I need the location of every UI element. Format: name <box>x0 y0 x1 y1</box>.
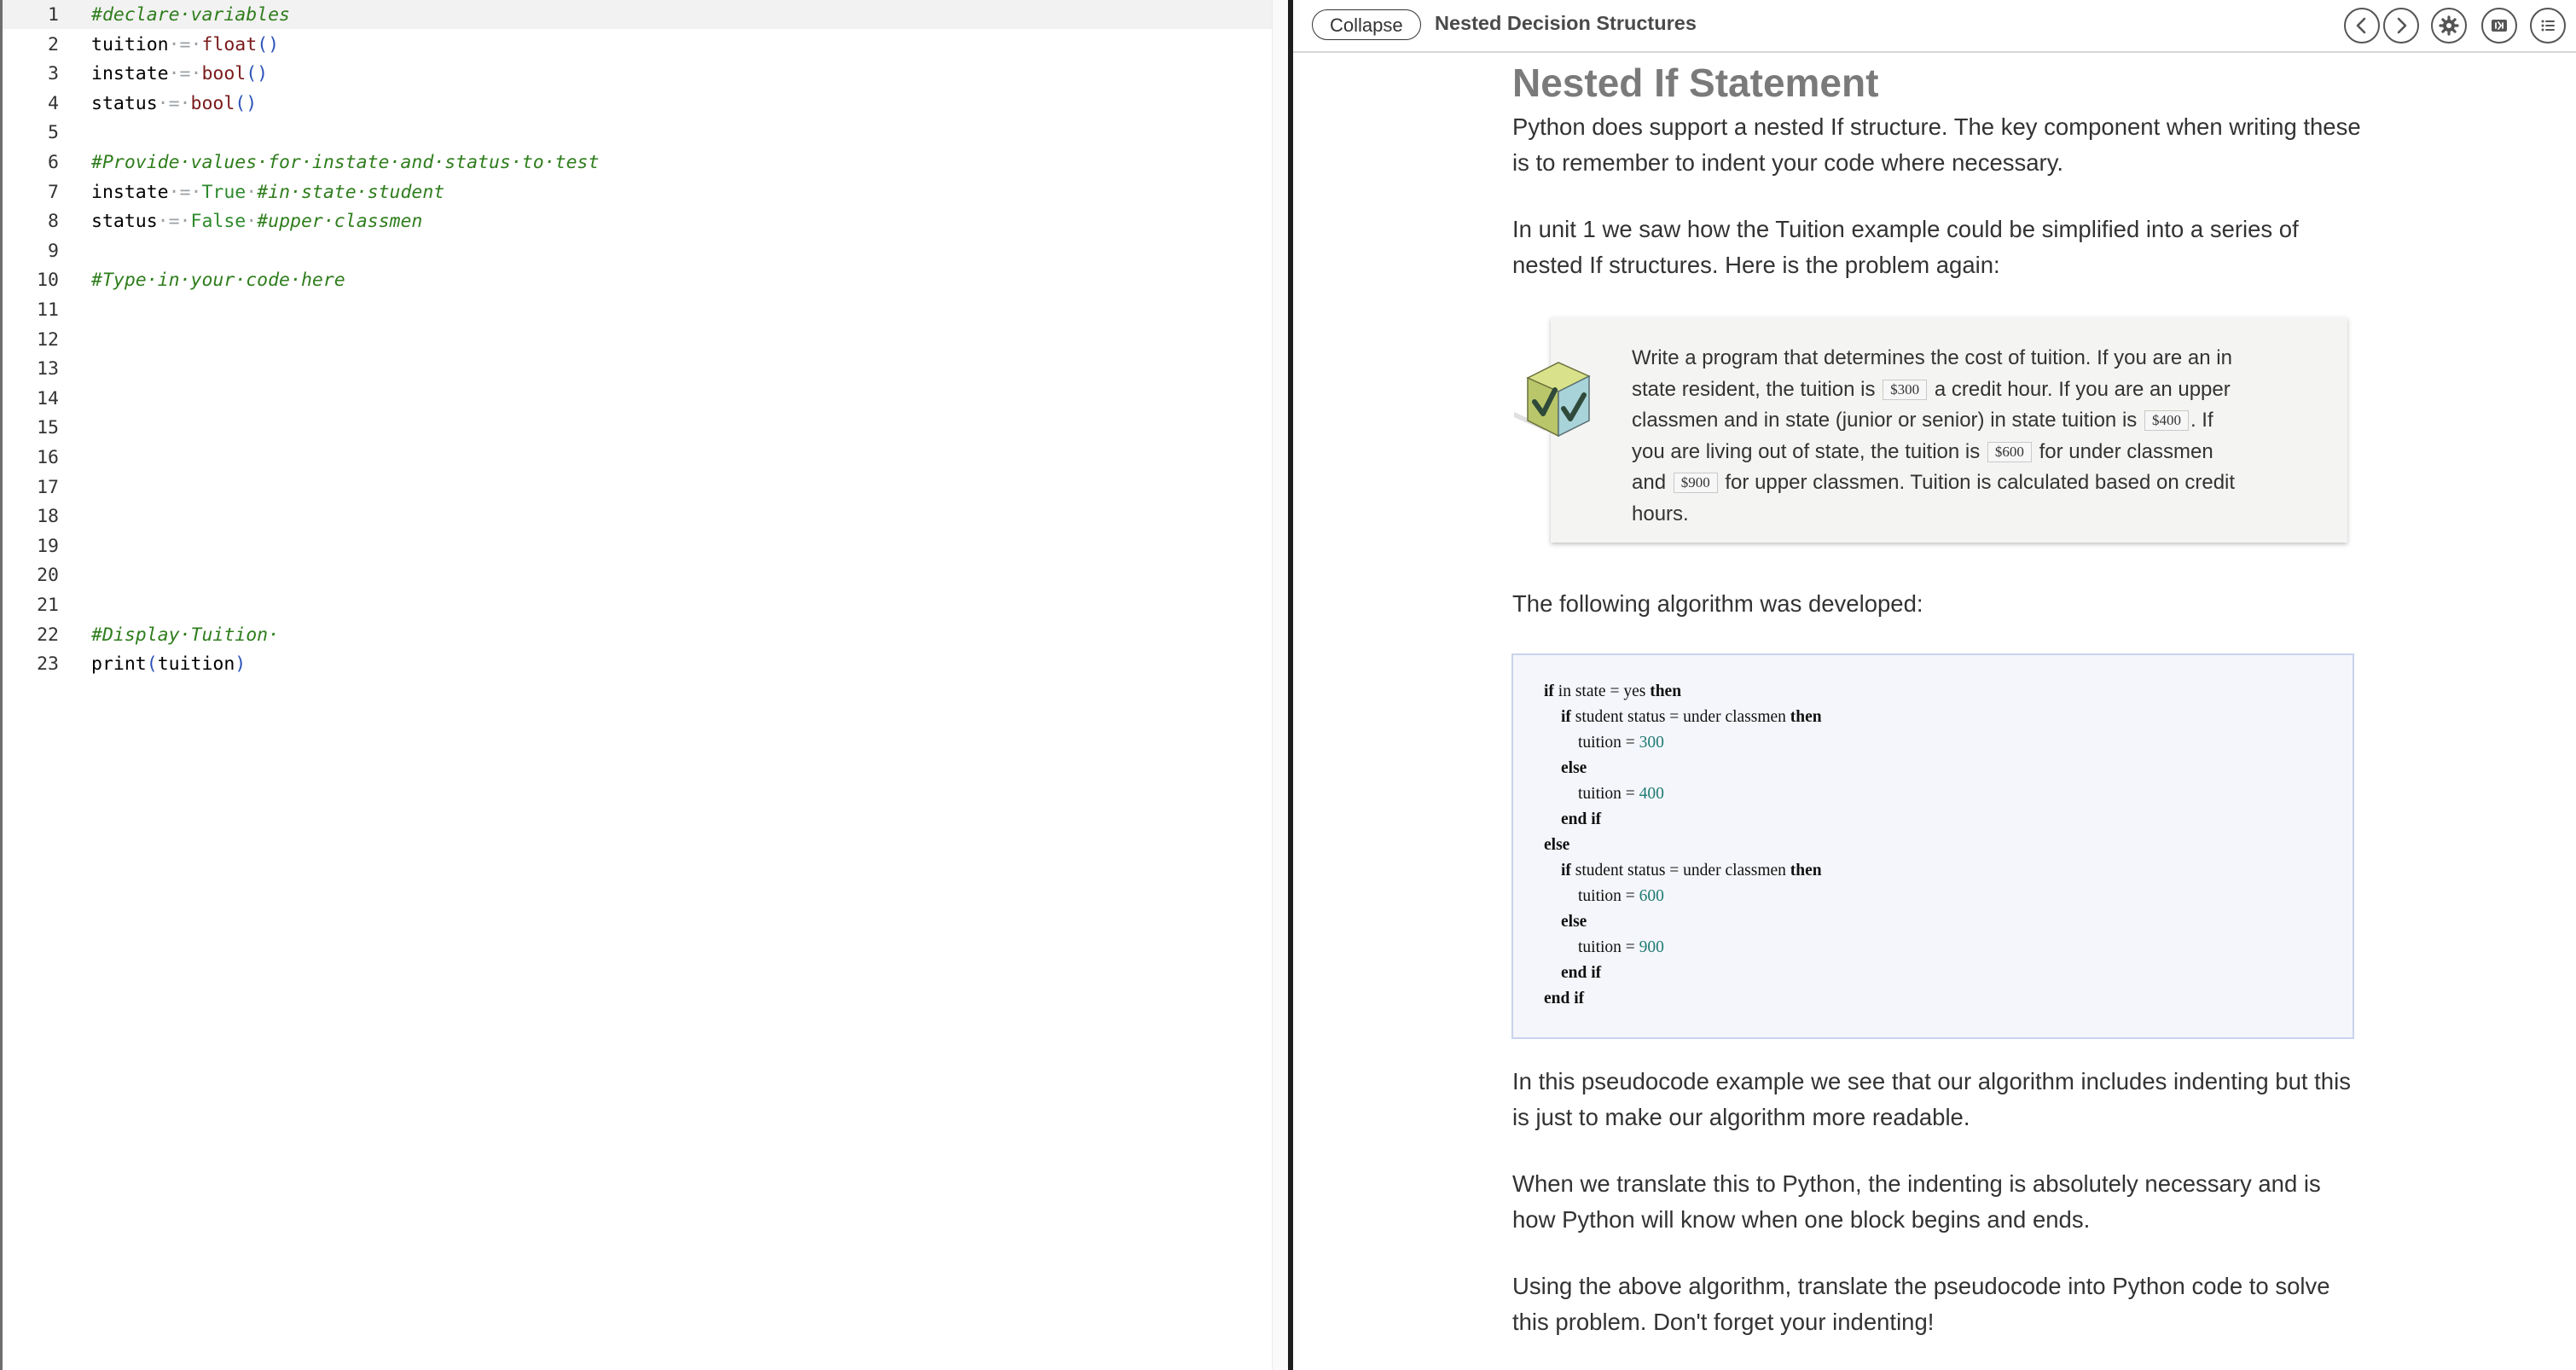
code-line[interactable] <box>3 178 1265 207</box>
code-line[interactable] <box>3 355 1265 384</box>
code-text[interactable] <box>91 650 246 679</box>
code-token: instate <box>91 181 169 203</box>
line-number: 23 <box>37 653 59 676</box>
problem-statement <box>1632 343 2246 530</box>
code-token: ) <box>235 653 247 676</box>
pseudocode-block <box>1511 653 2354 1039</box>
line-number: 5 <box>48 122 59 144</box>
settings-gear-icon[interactable] <box>2431 8 2467 44</box>
money-badge: $400 <box>2144 410 2189 431</box>
code-line[interactable] <box>3 119 1265 148</box>
code-token: float <box>201 33 258 55</box>
code-line[interactable] <box>3 90 1265 119</box>
code-token: status <box>91 211 158 233</box>
code-line[interactable] <box>3 207 1265 236</box>
line-number: 8 <box>48 211 59 233</box>
line-number: 1 <box>48 4 59 26</box>
guide-header-title: Nested Decision Structures <box>1435 12 1697 34</box>
code-token: instate <box>91 63 169 85</box>
code-token: ( <box>146 653 158 676</box>
money-badge: $600 <box>1987 442 2032 462</box>
pseudo-line: end if <box>1561 964 1602 982</box>
line-number: 14 <box>37 387 59 409</box>
pseudo-line: if student status = under classmen then <box>1561 862 1822 879</box>
guide-header <box>1293 0 2576 53</box>
pseudo-line: tuition = 400 <box>1578 785 1664 803</box>
code-line[interactable] <box>3 561 1265 590</box>
code-token: ·=· <box>168 33 202 55</box>
pseudo-line: end if <box>1561 810 1602 828</box>
code-text[interactable] <box>91 1 290 30</box>
code-token: () <box>235 92 258 114</box>
line-number: 2 <box>48 33 59 55</box>
money-badge: $900 <box>1674 473 1718 493</box>
code-token: ·=· <box>157 92 191 114</box>
code-token: #upper·classmen <box>257 211 423 233</box>
code-line[interactable] <box>3 414 1265 443</box>
code-token: () <box>257 33 280 55</box>
code-text[interactable] <box>91 148 599 177</box>
pseudo-line: else <box>1544 836 1570 854</box>
problem-text-part: for upper classmen. Tuition is calculated based on credit hours. <box>1632 471 2236 525</box>
pseudo-line: tuition = 900 <box>1578 938 1664 956</box>
pseudo-line: if in state = yes then <box>1544 682 1682 700</box>
line-number: 12 <box>37 328 59 351</box>
pseudo-line: else <box>1561 759 1587 777</box>
code-text[interactable] <box>91 90 257 119</box>
problem-text-part: a credit hour. If you are an upper classmen and in state (junior or senior) in state tuition is <box>1632 377 2231 432</box>
pseudo-line: if student status = under classmen then <box>1561 708 1822 726</box>
paragraph-pseudocode-note: In this pseudocode example we see that our algorithm includes indenting but this is just to make our algorithm more readable. <box>1512 1068 2351 1130</box>
pseudo-line: else <box>1561 913 1587 931</box>
code-token: #Type·in·your·code·here <box>91 270 345 292</box>
line-number: 4 <box>48 92 59 114</box>
code-line[interactable] <box>3 60 1265 89</box>
code-line[interactable] <box>3 502 1265 531</box>
code-token: status <box>91 92 158 114</box>
code-token: ·=· <box>168 63 202 85</box>
line-number: 18 <box>37 506 59 528</box>
code-token: #in·state·student <box>257 181 445 203</box>
line-number: 7 <box>48 181 59 203</box>
code-line[interactable] <box>3 444 1265 473</box>
code-line[interactable] <box>3 621 1265 650</box>
paragraph-instructions: Using the above algorithm, translate the pseudocode into Python code to solve this problem. Don't forget your indenting! <box>1512 1273 2330 1335</box>
code-line[interactable] <box>3 326 1265 355</box>
code-token: True <box>201 181 247 203</box>
pseudo-line: end if <box>1544 990 1585 1007</box>
code-line[interactable] <box>3 1 1265 30</box>
line-number: 19 <box>37 535 59 557</box>
paragraph-unit1: In unit 1 we saw how the Tuition example could be simplified into a series of nested If structures. Here is the problem again: <box>1512 216 2299 278</box>
problem-text-part: for under classmen and <box>1632 439 2213 494</box>
line-number: 17 <box>37 476 59 498</box>
code-line[interactable] <box>3 473 1265 502</box>
paragraph-intro: Python does support a nested If structure. The key component when writing these is to remember to indent your code where necessary. <box>1512 113 2361 176</box>
code-token: ·=· <box>168 181 202 203</box>
code-token: print <box>91 653 147 676</box>
code-token: #Display·Tuition· <box>91 624 280 646</box>
code-token: #declare·variables <box>91 4 290 26</box>
read-aloud-icon[interactable] <box>2481 8 2517 44</box>
line-number: 9 <box>48 240 59 262</box>
money-badge: $300 <box>1883 380 1927 400</box>
pseudo-line: tuition = 600 <box>1578 887 1664 905</box>
code-line[interactable] <box>3 148 1265 177</box>
page-title: Nested If Statement <box>1512 61 1879 105</box>
code-text[interactable] <box>91 207 422 236</box>
guide-panel <box>1293 0 2576 1370</box>
line-number: 20 <box>37 565 59 587</box>
line-number: 16 <box>37 447 59 468</box>
line-number: 13 <box>37 358 59 380</box>
paragraph-python-indent: When we translate this to Python, the indenting is absolutely necessary and is how Python will know when one block begins and ends. <box>1512 1170 2321 1233</box>
editor-scrollbar[interactable] <box>1272 0 1290 1370</box>
code-text[interactable] <box>91 621 279 650</box>
code-line[interactable] <box>3 385 1265 414</box>
line-number: 11 <box>37 299 59 321</box>
line-number: 6 <box>48 152 59 173</box>
line-number: 15 <box>37 417 59 439</box>
code-token: () <box>246 63 269 85</box>
table-of-contents-icon[interactable] <box>2530 8 2566 44</box>
paragraph-algorithm: The following algorithm was developed: <box>1512 590 1923 617</box>
code-line[interactable] <box>3 31 1265 60</box>
code-token: tuition <box>157 653 235 676</box>
problem-text-part: . If you are living out of state, the tuition is <box>1632 409 2213 463</box>
code-line[interactable] <box>3 591 1265 620</box>
code-text[interactable] <box>91 31 279 60</box>
code-token: · <box>246 211 258 233</box>
code-token: · <box>246 181 258 203</box>
code-token: bool <box>190 92 235 114</box>
prev-page-icon[interactable] <box>2344 8 2380 44</box>
line-number: 10 <box>37 270 59 292</box>
collapse-button[interactable]: Collapse <box>1312 9 1421 40</box>
checkmark-cube-icon <box>1511 352 1601 446</box>
code-text[interactable] <box>91 266 345 295</box>
code-line[interactable] <box>3 296 1265 325</box>
code-line[interactable] <box>3 237 1265 266</box>
line-number: 21 <box>37 595 59 616</box>
code-text[interactable] <box>91 60 268 89</box>
code-text[interactable] <box>91 178 444 207</box>
problem-text-part: Write a program that determines the cost of tuition. If you are an in state resident, the tuition is <box>1632 346 2232 401</box>
code-token: ·=· <box>157 211 191 233</box>
pseudo-line: tuition = 300 <box>1578 734 1664 752</box>
code-token: tuition <box>91 33 169 55</box>
line-number: 3 <box>48 63 59 85</box>
next-page-icon[interactable] <box>2383 8 2419 44</box>
code-line[interactable] <box>3 650 1265 679</box>
line-number: 22 <box>37 624 59 646</box>
code-token: bool <box>201 63 247 85</box>
code-line[interactable] <box>3 532 1265 561</box>
code-line[interactable] <box>3 266 1265 295</box>
code-token: #Provide·values·for·instate·and·status·to·test <box>91 152 600 173</box>
code-token: False <box>190 211 247 233</box>
